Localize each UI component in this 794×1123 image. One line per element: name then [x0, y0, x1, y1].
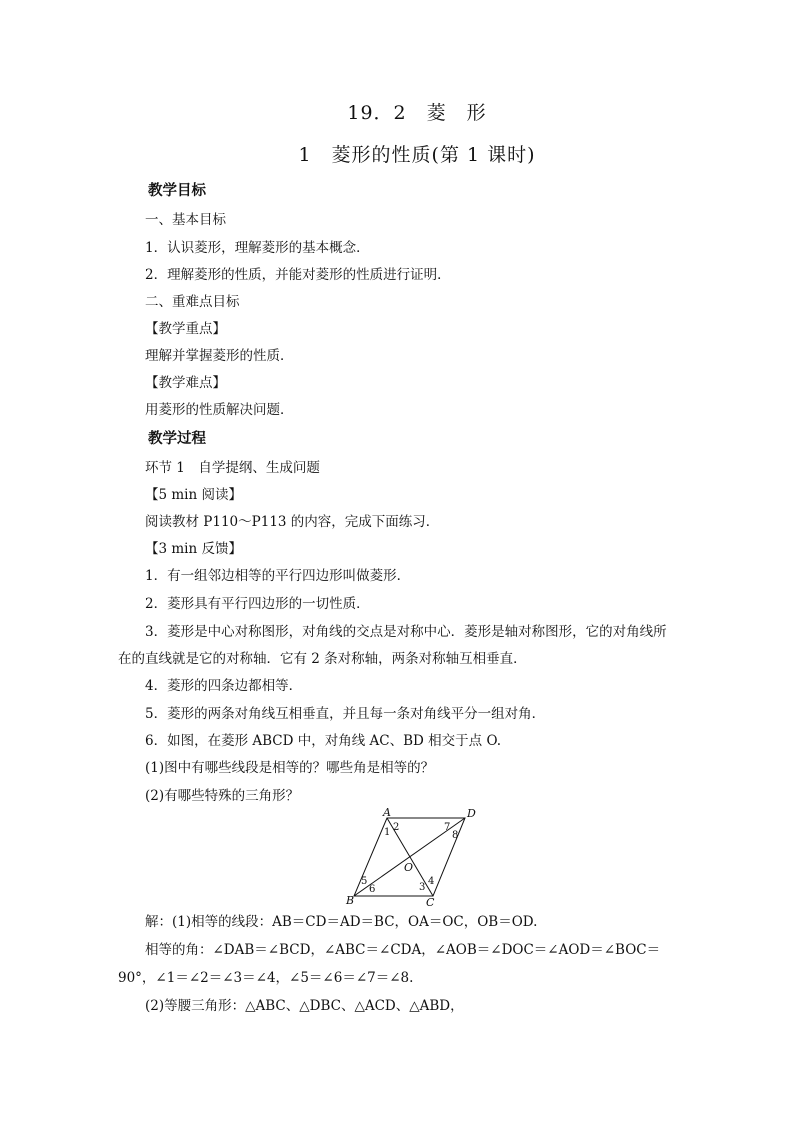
question-2: (2)有哪些特殊的三角形？: [145, 788, 300, 804]
objectives-heading: 教学目标: [148, 182, 206, 199]
teaching-difficulty-text: 用菱形的性质解决问题．: [145, 402, 294, 418]
angle-7-label: 7: [444, 822, 451, 833]
angle-5-label: 5: [361, 876, 368, 887]
angle-6-label: 6: [369, 884, 376, 895]
vertex-b-label: B: [346, 894, 355, 907]
basic-objective-2: 2．理解菱形的性质，并能对菱形的性质进行证明．: [145, 267, 451, 283]
answer-3: (2)等腰三角形：△ABC、△DBC、△ACD、△ABD，: [145, 998, 464, 1014]
angle-2-label: 2: [393, 822, 400, 833]
vertex-d-label: D: [467, 808, 476, 820]
feedback-item-3-cont: 在的直线就是它的对称轴．它有 2 条对称轴，两条对称轴互相垂直．: [118, 651, 527, 667]
reading-text: 阅读教材 P110～P113 的内容，完成下面练习．: [145, 514, 440, 530]
lesson-title: 1 菱形的性质(第 1 课时): [298, 144, 536, 166]
angle-8-label: 8: [452, 830, 459, 841]
rhombus-diagram: [340, 808, 480, 908]
answer-2-cont: 90°，∠1＝∠2＝∠3＝∠4，∠5＝∠6＝∠7＝∠8.: [118, 970, 414, 986]
answer-2: 相等的角：∠DAB＝∠BCD，∠ABC＝∠CDA，∠AOB＝∠DOC＝∠AOD＝∠BOC＝: [145, 942, 661, 958]
step-1: 环节 1 自学提纲、生成问题: [145, 460, 320, 476]
process-heading: 教学过程: [148, 430, 206, 447]
feedback-item-1: 1．有一组邻边相等的平行四边形叫做菱形．: [145, 568, 411, 584]
teaching-focus-text: 理解并掌握菱形的性质．: [145, 348, 294, 364]
reading-label: 【5 min 阅读】: [145, 487, 242, 503]
angle-3-label: 3: [419, 882, 426, 893]
feedback-item-5: 5．菱形的两条对角线互相垂直，并且每一条对角线平分一组对角．: [145, 706, 546, 722]
vertex-o-label: O: [404, 861, 414, 874]
feedback-label: 【3 min 反馈】: [145, 541, 242, 557]
rhombus-figure: [340, 808, 480, 908]
answer-1: 解：(1)相等的线段：AB＝CD＝AD＝BC，OA＝OC，OB＝OD.: [145, 914, 538, 930]
feedback-item-6: 6．如图，在菱形 ABCD 中，对角线 AC、BD 相交于点 O.: [145, 733, 502, 749]
feedback-item-3: 3．菱形是中心对称图形，对角线的交点是对称中心．菱形是轴对称图形，它的对角线所: [145, 624, 667, 640]
feedback-item-2: 2．菱形具有平行四边形的一切性质．: [145, 596, 370, 612]
vertex-c-label: C: [426, 896, 435, 908]
teaching-difficulty-label: 【教学难点】: [145, 375, 226, 391]
teaching-focus-label: 【教学重点】: [145, 321, 226, 337]
basic-objective-1: 1．认识菱形，理解菱形的基本概念．: [145, 240, 370, 256]
key-objectives-heading: 二、重难点目标: [145, 294, 240, 310]
vertex-a-label: A: [383, 808, 391, 819]
question-1: (1)图中有哪些线段是相等的？哪些角是相等的？: [145, 760, 435, 776]
feedback-item-4: 4．菱形的四条边都相等．: [145, 678, 303, 694]
angle-4-label: 4: [428, 876, 435, 887]
section-title: 19．2 菱 形: [347, 102, 487, 124]
angle-1-label: 1: [384, 827, 391, 838]
basic-objectives-heading: 一、基本目标: [145, 212, 226, 228]
